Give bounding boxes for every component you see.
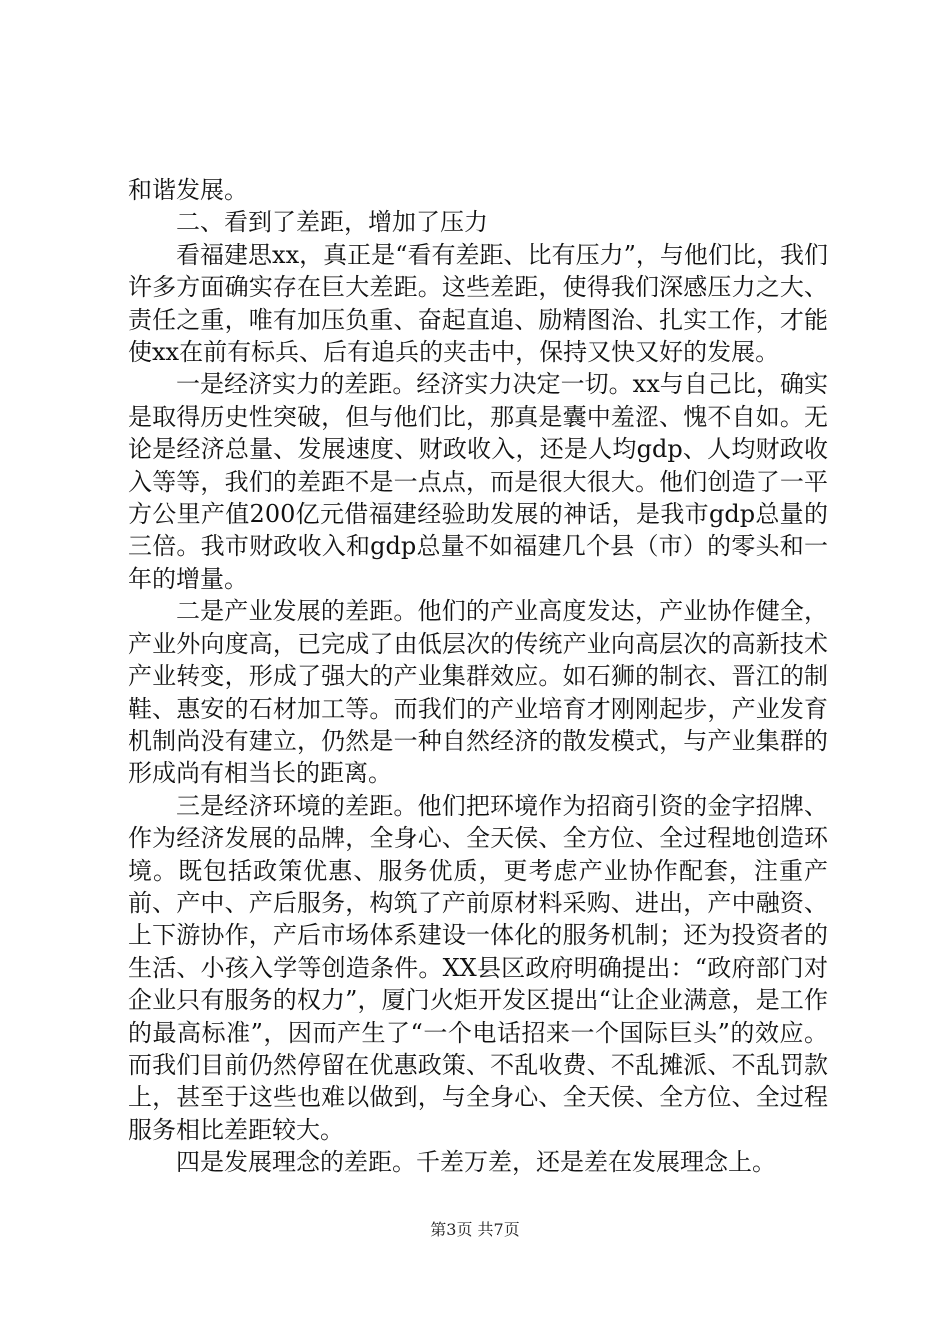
paragraph: 看福建思xx，真正是“看有差距、比有压力”，与他们比，我们许多方面确实存在巨大差距。这些差距，使得我们深感压力之大、责任之重，唯有加压负重、奋起直追、励精图治、扎实工作，才能使xx在前有标兵、后有追兵的夹击中，保持又快又好的发展。: [128, 240, 828, 367]
paragraph: 一是经济实力的差距。经济实力决定一切。xx与自己比，确实是取得历史性突破，但与他们比，那真是囊中羞涩、愧不自如。无论是经济总量、发展速度、财政收入，还是人均gdp、人均财政收入等等，我们的差距不是一点点，而是很大很大。他们创造了一平方公里产值200亿元借福建经验助发展的神话，是我市gdp总量的三倍。我市财政收入和gdp总量不如福建几个县（市）的零头和一年的增量。: [128, 370, 828, 593]
section-heading: 二、看到了差距，增加了压力: [176, 208, 488, 237]
document-body: [128, 174, 828, 1179]
paragraph: 三是经济环境的差距。他们把环境作为招商引资的金字招牌、作为经济发展的品牌，全身心、全天侯、全方位、全过程地创造环境。既包括政策优惠、服务优质，更考虑产业协作配套，注重产前、产中、产后服务，构筑了产前原材料采购、进出，产中融资、上下游协作，产后市场体系建设一体化的服务机制；还为投资者的生活、小孩入学等创造条件。XX县区政府明确提出：“政府部门对企业只有服务的权力”，厦门火炬开发区提出“让企业满意，是工作的最高标准”，因而产生了“一个电话招来一个国际巨头”的效应。而我们目前仍然停留在优惠政策、不乱收费、不乱摊派、不乱罚款上，甚至于这些也难以做到，与全身心、全天侯、全方位、全过程服务相比差距较大。: [128, 791, 828, 1144]
paragraph-continuation: 和谐发展。: [128, 176, 248, 204]
paragraph: 四是发展理念的差距。千差万差，还是差在发展理念上。: [176, 1148, 776, 1177]
paragraph: 二是产业发展的差距。他们的产业高度发达，产业协作健全，产业外向度高，已完成了由低层次的传统产业向高层次的高新技术产业转变，形成了强大的产业集群效应。如石狮的制衣、晋江的制鞋、惠安的石材加工等。而我们的产业培育才刚刚起步，产业发育机制尚没有建立，仍然是一种自然经济的散发模式，与产业集群的形成尚有相当长的距离。: [128, 597, 828, 788]
page-number-footer: 第3页 共7页: [430, 1220, 520, 1239]
